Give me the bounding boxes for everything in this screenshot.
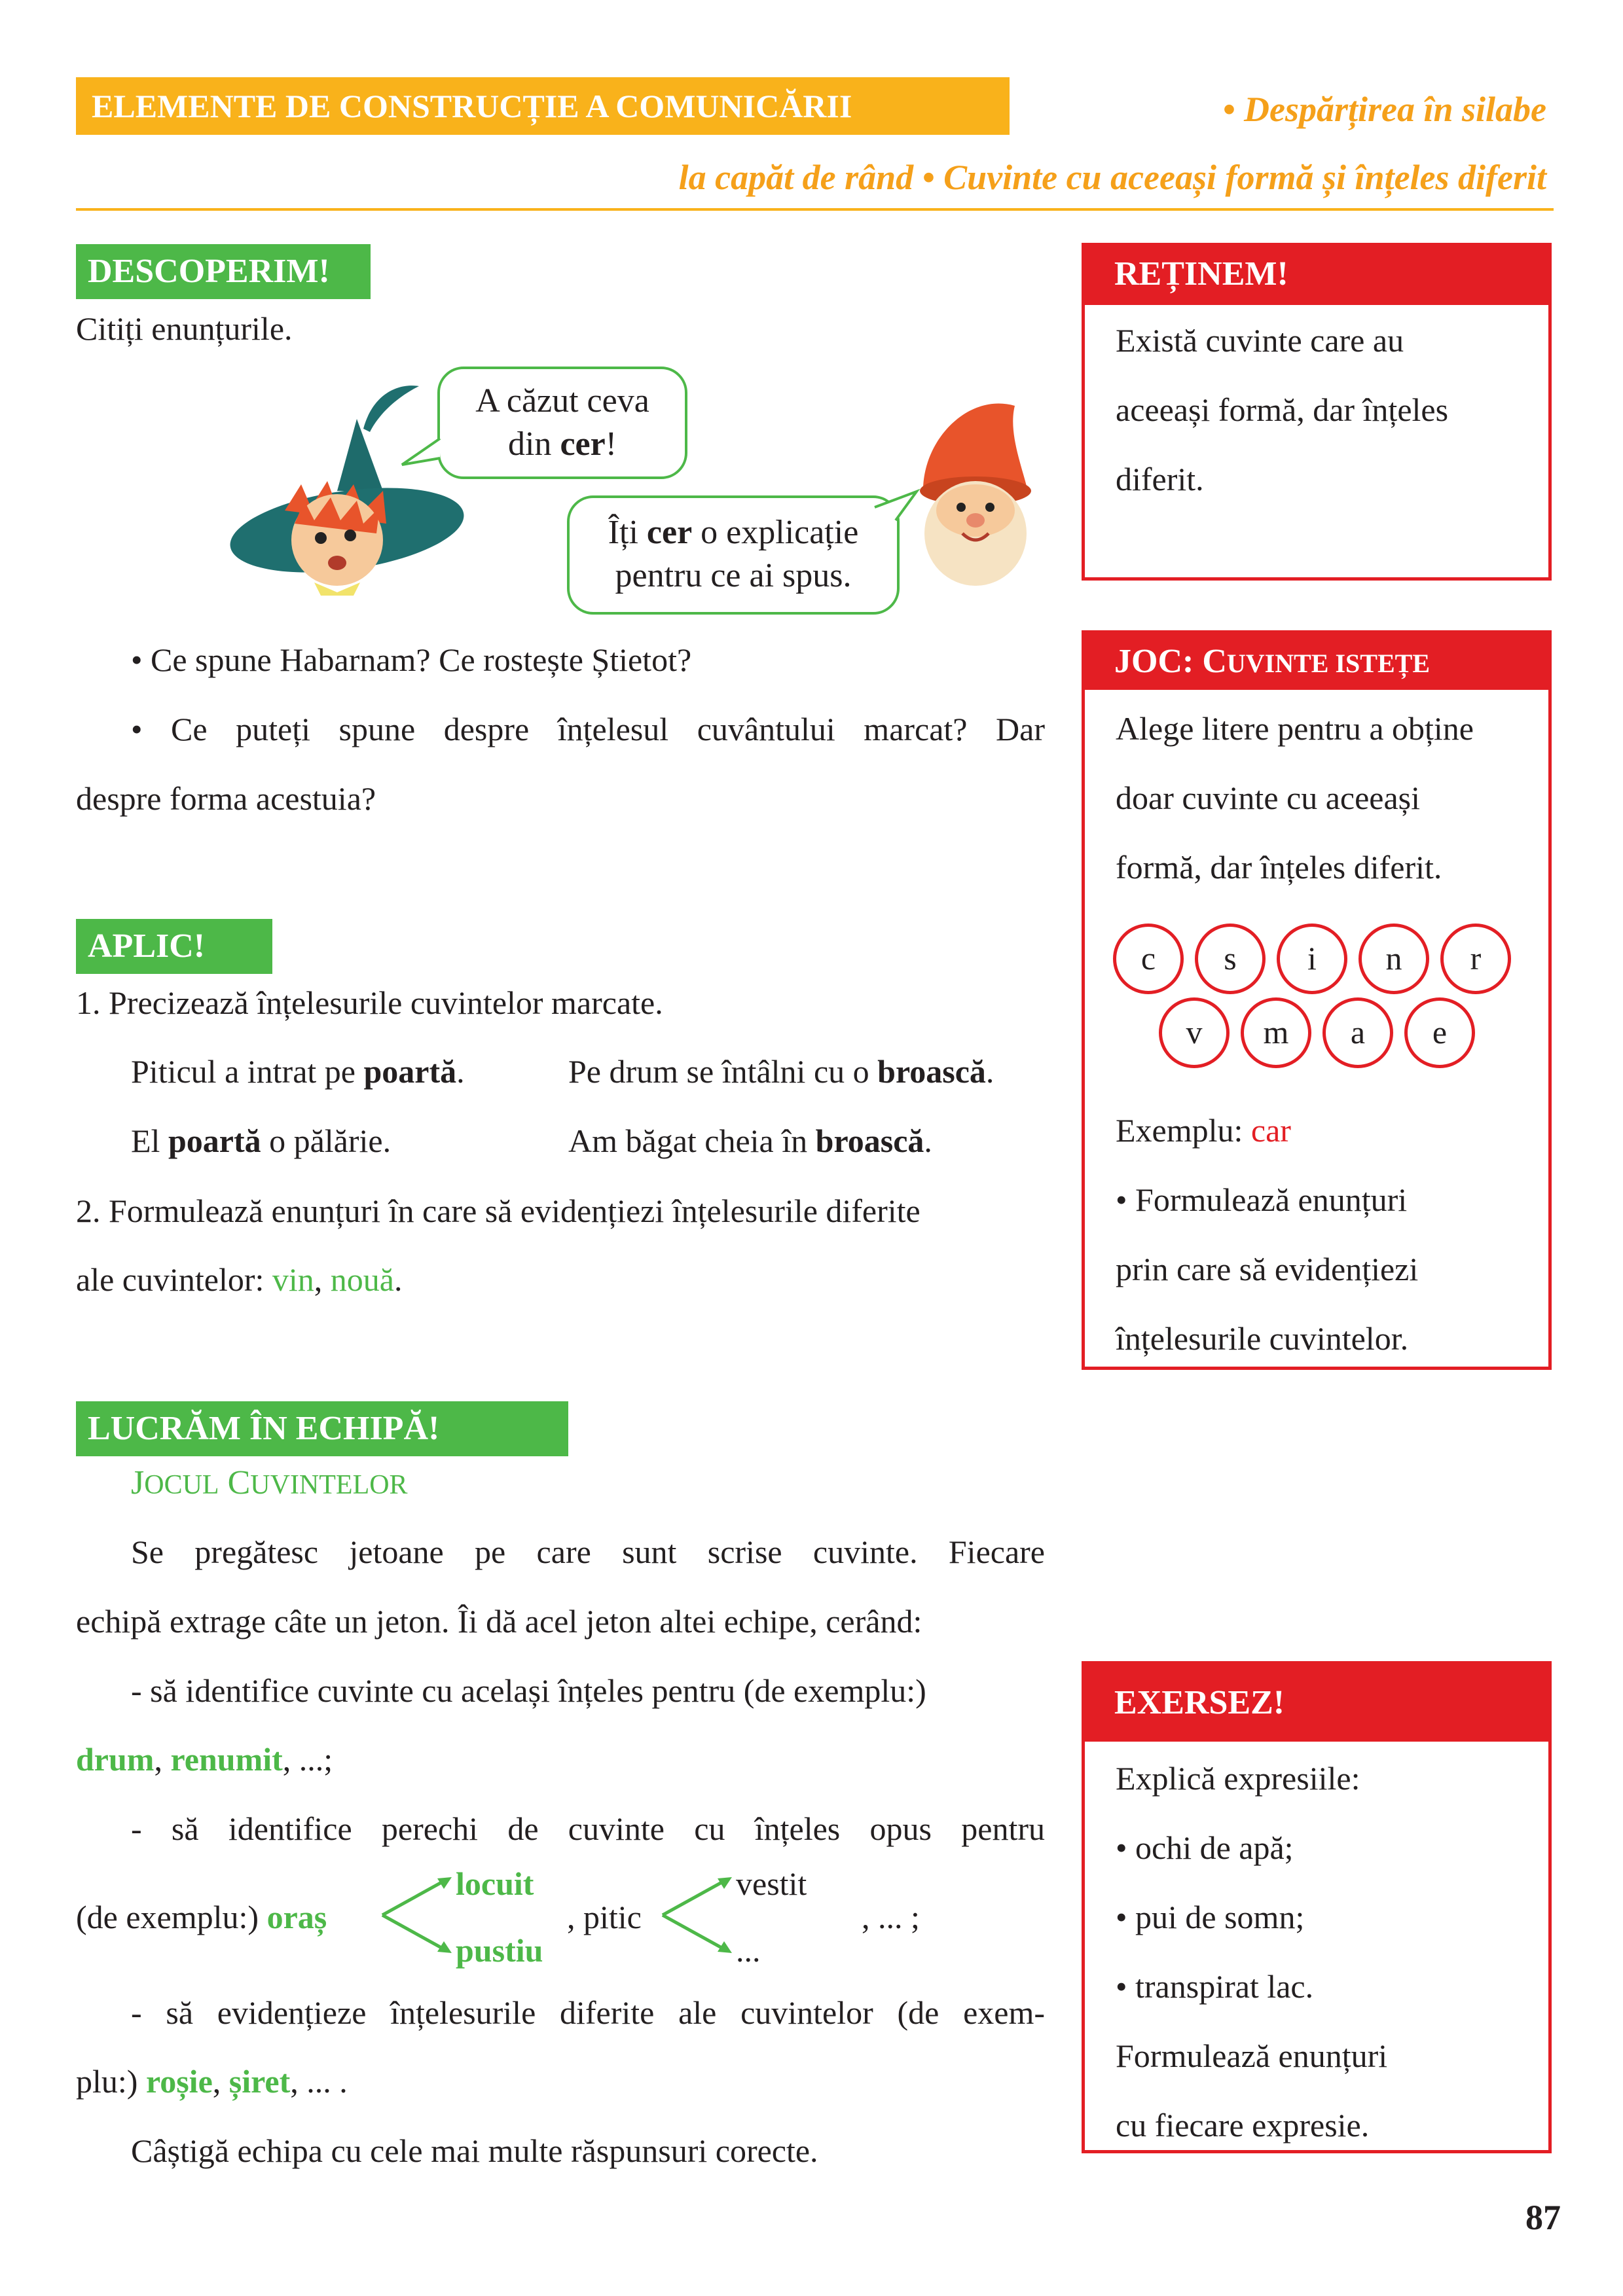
sentence-2: Pe drum se întâlni cu o broască.	[568, 1053, 994, 1090]
letter-circle: c	[1113, 924, 1184, 994]
game-title: JOCUL CUVINTELOR	[131, 1464, 408, 1501]
sentence-1: Piticul a intrat pe poartă.	[131, 1053, 465, 1090]
letter-circle: v	[1159, 997, 1230, 1068]
task-2-example-prefix: (de exemplu:) oraș	[76, 1899, 327, 1935]
joc-task-line-3: înțelesurile cuvintelor.	[1116, 1320, 1409, 1357]
letter-circle: e	[1404, 997, 1475, 1068]
joc-example: Exemplu: car	[1116, 1112, 1291, 1149]
letter-circle: s	[1195, 924, 1266, 994]
letter-circle: i	[1277, 924, 1347, 994]
habarnam-illustration	[223, 367, 471, 615]
word-siret: șiret	[228, 2063, 291, 2100]
retinem-box	[1082, 243, 1552, 581]
word-ellipsis: ...	[736, 1932, 761, 1969]
bubble1-line2: din cer!	[507, 425, 617, 463]
retinem-line-3: diferit.	[1116, 461, 1204, 497]
word-locuit: locuit	[456, 1865, 534, 1902]
exersez-item-1: • ochi de apă;	[1116, 1829, 1294, 1866]
bubble2-line1: Îți cer o explicație	[608, 514, 859, 551]
word-noua: nouă	[330, 1261, 394, 1298]
aplic-exercise-2-line-1: 2. Formulează enunțuri în care să evidențiezi înțelesurile diferite	[76, 1193, 921, 1229]
speech-bubble-habarnam	[437, 367, 687, 479]
page-number: 87	[1525, 2198, 1561, 2237]
task-3-line-2: plu:) roșie, șiret, ... .	[76, 2063, 348, 2100]
word-pustiu: pustiu	[456, 1932, 543, 1969]
exersez-line-5: Formulează enunțuri	[1116, 2037, 1388, 2074]
joc-box	[1082, 630, 1552, 1370]
task-2-line-1: - să identifice perechi de cuvinte cu înțeles opus pentru	[131, 1810, 1045, 1847]
exersez-item-3: • transpirat lac.	[1116, 1968, 1314, 2005]
task-3-line-1: - să evidențieze înțelesurile diferite ale cuvintelor (de exem-	[131, 1994, 1045, 2031]
joc-line-1: Alege litere pentru a obține	[1116, 710, 1474, 747]
topic-line-2: la capăt de rând • Cuvinte cu aceeași formă și înțeles diferit	[678, 158, 1546, 197]
echipa-label: LUCRĂM ÎN ECHIPĂ!	[76, 1401, 568, 1456]
game-final-line: Câștigă echipa cu cele mai multe răspunsuri corecte.	[131, 2132, 818, 2169]
retinem-line-1: Există cuvinte care au	[1116, 322, 1404, 359]
example-word-car: car	[1250, 1112, 1291, 1149]
task-1-line-2: drum, renumit, ...;	[76, 1741, 333, 1778]
bubble2-line2: pentru ce ai spus.	[615, 557, 852, 594]
exersez-box	[1082, 1661, 1552, 2153]
exersez-line-1: Explică expresiile:	[1116, 1760, 1360, 1797]
aplic-label: APLIC!	[76, 919, 272, 974]
letter-circle: m	[1241, 997, 1311, 1068]
retinem-label: REȚINEM!	[1085, 246, 1548, 305]
sentence-4: Am băgat cheia în broască.	[568, 1122, 932, 1159]
joc-task-line-1: • Formulează enunțuri	[1116, 1181, 1408, 1218]
word-vin: vin	[272, 1261, 314, 1298]
task-1-line-1: - să identifice cuvinte cu același înțeles pentru (de exemplu:)	[131, 1672, 926, 1709]
speech-bubble-stietot	[567, 495, 900, 615]
topic-line-1: • Despărțirea în silabe	[1222, 90, 1546, 129]
retinem-line-2: aceeași formă, dar înțeles	[1116, 391, 1449, 428]
word-drum: drum	[76, 1741, 155, 1778]
game-paragraph-line-1: Se pregătesc jetoane pe care sunt scrise cuvinte. Fiecare	[131, 1534, 1045, 1570]
exersez-label: EXERSEZ!	[1085, 1664, 1548, 1742]
header-divider	[76, 208, 1554, 211]
word-renumit: renumit	[170, 1741, 283, 1778]
descoperim-instruction: Citiți enunțurile.	[76, 310, 293, 347]
arrows-pitic	[659, 1869, 737, 1961]
descoperim-label: DESCOPERIM!	[76, 244, 371, 299]
aplic-exercise-2-line-2: ale cuvintelor: vin, nouă.	[76, 1261, 403, 1298]
joc-line-3: formă, dar înțeles diferit.	[1116, 849, 1442, 886]
arrows-oras	[378, 1869, 457, 1961]
word-vestit: vestit	[736, 1865, 807, 1902]
bubble1-line1: A căzut ceva	[475, 382, 649, 420]
stietot-illustration	[910, 393, 1041, 589]
bubble1-tail	[399, 432, 445, 471]
word-oras: oraș	[266, 1899, 327, 1935]
game-paragraph-line-2: echipă extrage câte un jeton. Îi dă acel jeton altei echipe, cerând:	[76, 1603, 922, 1640]
exersez-line-6: cu fiecare expresie.	[1116, 2107, 1370, 2144]
joc-task-line-2: prin care să evidențiezi	[1116, 1251, 1419, 1287]
task-2-end: , ... ;	[862, 1899, 920, 1935]
joc-label: JOC: CUVINTE ISTEȚE	[1085, 634, 1548, 690]
chapter-title: ELEMENTE DE CONSTRUCȚIE A COMUNICĂRII	[76, 77, 1010, 135]
letter-circle: n	[1359, 924, 1429, 994]
letter-circle: r	[1440, 924, 1511, 994]
word-rosie: roșie	[145, 2063, 213, 2100]
question-2-line-1: • Ce puteți spune despre înțelesul cuvântului marcat? Dar	[131, 711, 1045, 747]
letter-circle: a	[1322, 997, 1393, 1068]
question-1: • Ce spune Habarnam? Ce rostește Știetot?	[131, 641, 692, 678]
task-2-pitic: , pitic	[567, 1899, 642, 1935]
aplic-exercise-1: 1. Precizează înțelesurile cuvintelor marcate.	[76, 984, 663, 1021]
joc-line-2: doar cuvinte cu aceeași	[1116, 780, 1421, 816]
exersez-item-2: • pui de somn;	[1116, 1899, 1305, 1935]
question-2-line-2: despre forma acestuia?	[76, 780, 376, 817]
sentence-3: El poartă o pălărie.	[131, 1122, 392, 1159]
